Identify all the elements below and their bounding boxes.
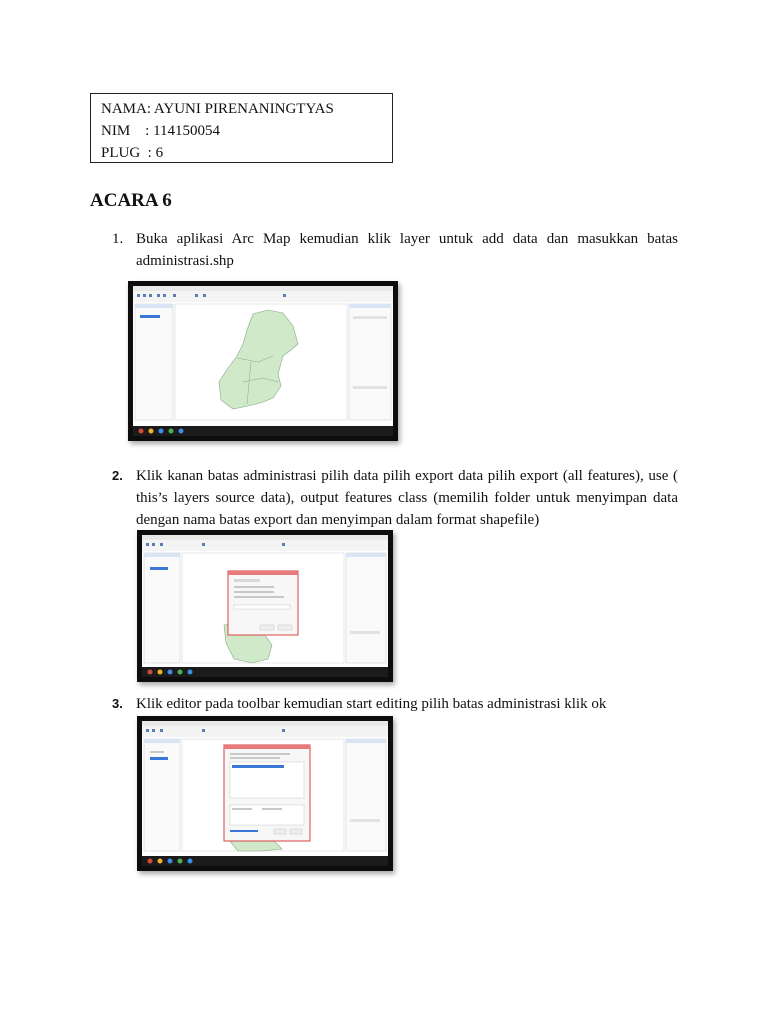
- screenshot-add-data: [128, 281, 398, 441]
- step-2-text: Klik kanan batas administrasi pilih data pilih export data pilih export (all features), use ( this’s layers source data), output features class (memilih folder untuk menyimpan data dengan nama batas export dan menyimpan dalam format shapefile): [136, 468, 678, 528]
- identity-box: [90, 93, 393, 163]
- section-heading: ACARA 6: [90, 190, 172, 211]
- step-1-text: Buka aplikasi Arc Map kemudian klik layer untuk add data dan masukkan batas administrasi.shp: [136, 231, 678, 269]
- step-1: [112, 228, 678, 272]
- step-3-number: 3.: [112, 696, 123, 711]
- step-1-number: 1.: [112, 231, 124, 247]
- student-name: NAMA: AYUNI PIRENANINGTYAS: [101, 101, 334, 117]
- student-plug: PLUG : 6: [101, 145, 164, 161]
- step-3: [112, 693, 678, 715]
- step-2-number: 2.: [112, 468, 123, 483]
- step-2: [112, 465, 678, 531]
- student-nim: NIM : 114150054: [101, 123, 221, 139]
- screenshot-start-editing: [137, 716, 393, 871]
- screenshot-export-data: [137, 530, 393, 682]
- step-3-text: Klik editor pada toolbar kemudian start editing pilih batas administrasi klik ok: [136, 696, 607, 712]
